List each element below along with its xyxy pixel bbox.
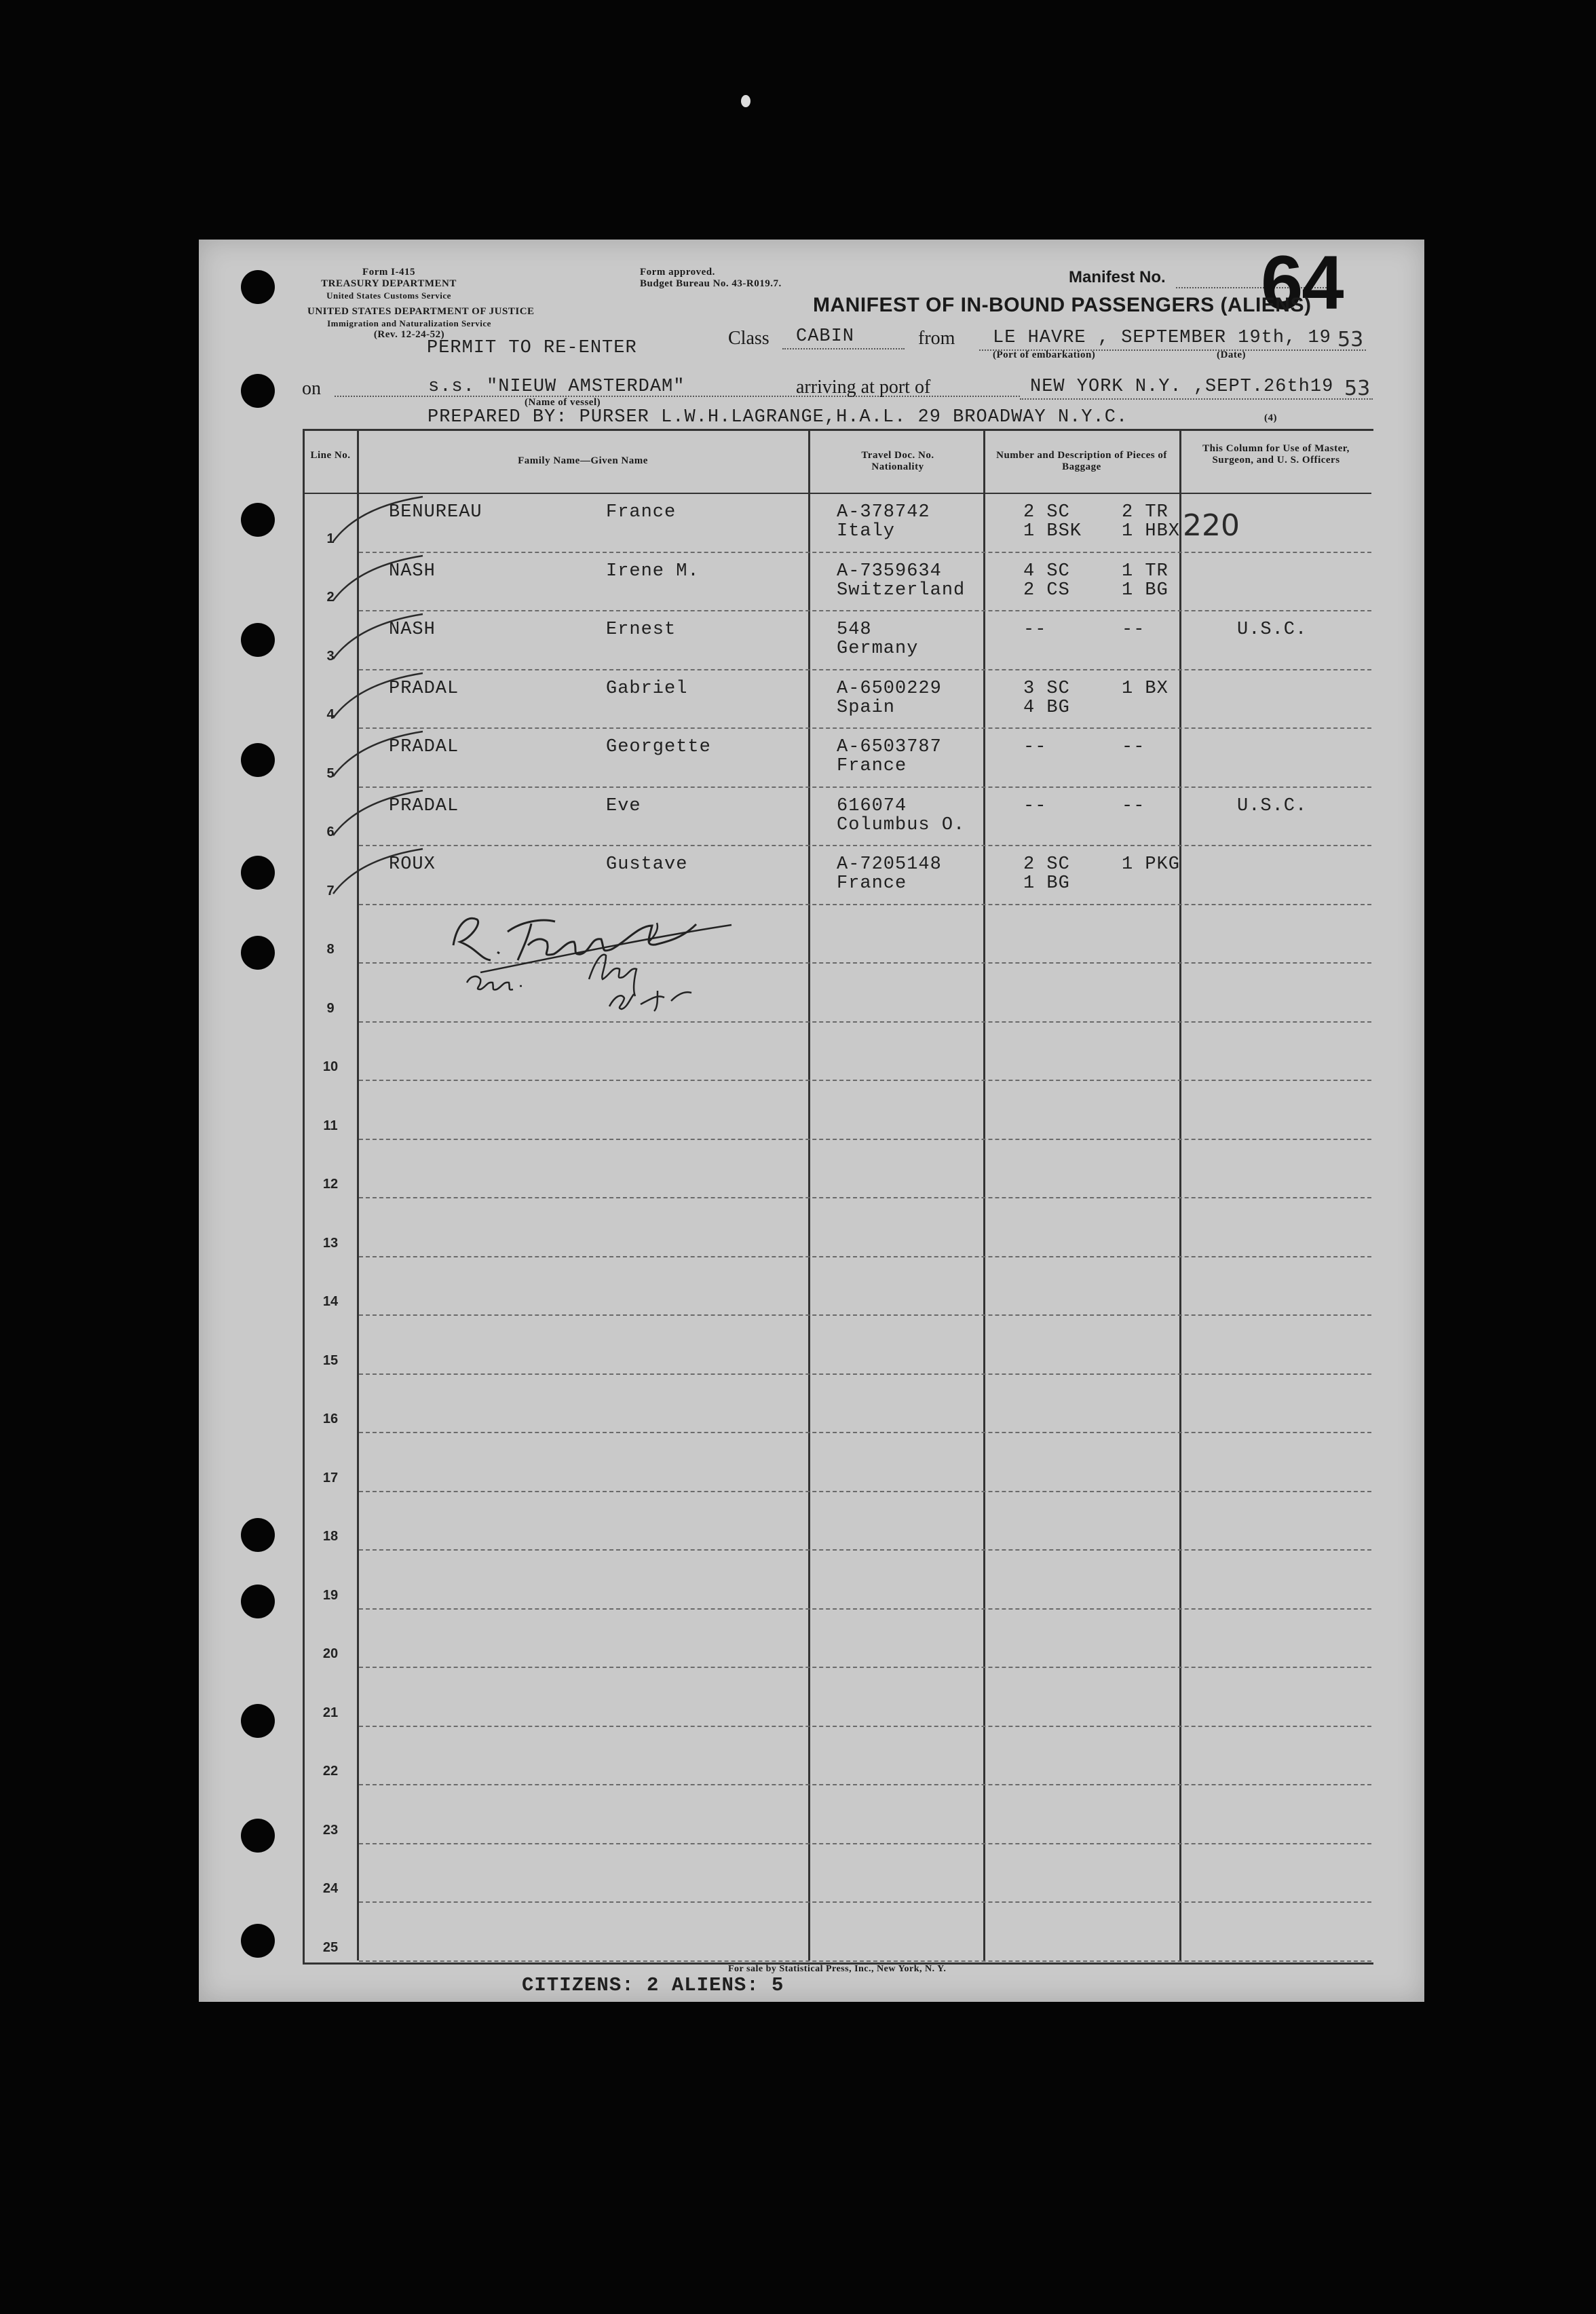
ins-name: Immigration and Naturalization Service	[327, 318, 491, 328]
row-rule	[359, 1667, 1371, 1668]
baggage-2: 1 BG	[1023, 873, 1070, 894]
vessel-caption: (Name of vessel)	[525, 397, 601, 408]
travel-doc-no: 616074	[837, 795, 907, 816]
col-name: Family Name—Given Name	[518, 455, 648, 466]
row-rule	[359, 1373, 1371, 1375]
from-value: LE HAVRE , SEPTEMBER 19th, 19	[993, 328, 1331, 348]
check-mark-icon	[328, 670, 430, 725]
nationality: Switzerland	[837, 580, 966, 601]
class-line	[782, 348, 905, 349]
footnote-mark: (4)	[1264, 413, 1277, 423]
inspector-signature	[440, 884, 752, 1013]
baggage-1: --	[1023, 737, 1047, 757]
revision-date: (Rev. 12-24-52)	[373, 329, 445, 340]
baggage-2: 2 CS	[1023, 580, 1070, 601]
baggage-3: 1 PKG	[1122, 854, 1181, 875]
baggage-1: --	[1023, 620, 1047, 640]
row-rule	[359, 1491, 1371, 1492]
col-travel-doc: Travel Doc. No. Nationality	[861, 450, 934, 472]
line-number: 24	[322, 1881, 339, 1896]
nationality: Italy	[837, 521, 896, 542]
baggage-1: 3 SC	[1023, 678, 1070, 699]
baggage-2: 1 BSK	[1023, 521, 1082, 542]
col-divider	[1179, 429, 1181, 1960]
binder-hole	[241, 1518, 275, 1552]
travel-doc-no: A-7205148	[837, 854, 942, 875]
col-line-no: Line No.	[310, 450, 351, 461]
line-number: 16	[322, 1411, 339, 1426]
line-number: 25	[322, 1939, 339, 1955]
given-name: Gabriel	[606, 678, 688, 699]
permit-text: PERMIT TO RE-ENTER	[427, 338, 637, 358]
baggage-1: 2 SC	[1023, 502, 1070, 523]
line-number: 17	[322, 1470, 339, 1485]
line-number: 14	[322, 1294, 339, 1309]
nationality: Columbus O.	[837, 814, 966, 835]
arriving-label: arriving at port of	[796, 377, 931, 398]
nationality: Spain	[837, 697, 896, 718]
on-label: on	[302, 378, 321, 399]
manifest-title: MANIFEST OF IN-BOUND PASSENGERS (ALIENS)	[813, 294, 1312, 316]
line-number: 1	[326, 531, 335, 546]
col-divider	[983, 429, 985, 1960]
line-number: 3	[326, 648, 335, 664]
row-rule	[359, 552, 1371, 553]
baggage-3: --	[1122, 737, 1145, 757]
row-rule	[359, 1608, 1371, 1610]
line-number: 9	[326, 1000, 335, 1016]
class-label: Class	[728, 328, 770, 349]
given-name: Georgette	[606, 737, 711, 757]
binder-hole	[241, 503, 275, 537]
form-number: Form I-415	[362, 267, 415, 278]
travel-doc-no: A-7359634	[837, 561, 942, 582]
line-number: 7	[326, 883, 335, 898]
row-rule	[359, 1021, 1371, 1023]
row-rule	[359, 786, 1371, 788]
binder-hole	[241, 374, 275, 408]
row-rule	[359, 1549, 1371, 1551]
for-sale-note: For sale by Statistical Press, Inc., New York, N. Y.	[728, 1964, 947, 1974]
arriving-year: 53	[1344, 377, 1371, 400]
approval-block	[640, 267, 782, 290]
check-mark-icon	[328, 494, 430, 548]
baggage-3: 1 TR	[1122, 561, 1168, 582]
line-number: 23	[322, 1822, 339, 1838]
row-rule	[359, 1139, 1371, 1140]
line-number: 4	[326, 707, 335, 722]
line-number: 11	[323, 1118, 338, 1133]
baggage-4: 1 HBX	[1122, 521, 1181, 542]
from-year: 53	[1337, 328, 1364, 352]
given-name: Ernest	[606, 620, 677, 640]
family-name: NASH	[389, 620, 436, 640]
line-number: 8	[326, 942, 335, 957]
family-name: BENUREAU	[389, 502, 482, 523]
binder-hole	[241, 1585, 275, 1618]
given-name: Irene M.	[606, 561, 700, 582]
row-rule	[359, 1080, 1371, 1081]
family-name: PRADAL	[389, 678, 459, 699]
travel-doc-no: A-6500229	[837, 678, 942, 699]
line-number: 6	[326, 824, 335, 839]
binder-hole	[241, 856, 275, 890]
travel-doc-no: A-378742	[837, 502, 930, 523]
line-number: 2	[326, 590, 335, 605]
row-rule	[359, 1843, 1371, 1844]
line-number: 13	[322, 1235, 339, 1251]
line-number: 21	[322, 1705, 339, 1720]
binder-hole	[241, 743, 275, 777]
doj-block	[307, 306, 535, 341]
col-baggage: Number and Description of Pieces of Baggage	[996, 450, 1167, 472]
travel-doc-no: A-6503787	[837, 737, 942, 757]
line-number: 12	[322, 1177, 339, 1192]
row-rule	[359, 1432, 1371, 1433]
line-number: 10	[322, 1059, 339, 1074]
family-name: NASH	[389, 561, 436, 582]
treasury-dept: TREASURY DEPARTMENT	[321, 278, 457, 289]
line-number: 20	[322, 1646, 339, 1661]
baggage-1: --	[1023, 795, 1047, 816]
row-rule	[359, 1784, 1371, 1785]
baggage-1: 2 SC	[1023, 854, 1070, 875]
vessel-name: s.s. "NIEUW AMSTERDAM"	[428, 377, 685, 397]
nationality: France	[837, 756, 907, 776]
form-number-block	[301, 267, 477, 301]
given-name: France	[606, 502, 677, 523]
port-caption: (Port of embarkation)	[993, 349, 1096, 360]
given-name: Eve	[606, 795, 641, 816]
official-use-note: U.S.C.	[1237, 795, 1308, 816]
line-number: 19	[322, 1587, 339, 1603]
customs-service: United States Customs Service	[326, 290, 451, 301]
binder-hole	[241, 936, 275, 970]
manifest-number: 64	[1261, 240, 1343, 325]
baggage-3: --	[1122, 795, 1145, 816]
row-rule	[359, 1314, 1371, 1316]
row-rule	[359, 610, 1371, 611]
nationality: Germany	[837, 639, 919, 659]
binder-hole	[241, 1819, 275, 1853]
row-rule	[359, 845, 1371, 846]
prepared-by: PREPARED BY: PURSER L.W.H.LAGRANGE,H.A.L. 29 BROADWAY N.Y.C.	[428, 407, 1128, 428]
row-rule	[359, 1901, 1371, 1903]
col-official-use: This Column for Use of Master, Surgeon, and U. S. Officers	[1202, 443, 1350, 466]
col-divider	[808, 429, 810, 1960]
arriving-value: NEW YORK N.Y. ,SEPT.26th19	[1030, 377, 1334, 397]
baggage-3: 1 BX	[1122, 678, 1168, 699]
travel-doc-no: 548	[837, 620, 872, 640]
given-name: Gustave	[606, 854, 688, 875]
row-rule	[359, 1256, 1371, 1257]
film-speck	[741, 95, 750, 107]
handwritten-220: 220	[1183, 508, 1240, 543]
row-rule	[359, 1960, 1371, 1962]
line-number: 5	[326, 765, 335, 781]
budget-bureau-no: Budget Bureau No. 43-R019.7.	[640, 278, 782, 289]
check-mark-icon	[328, 553, 430, 607]
nationality: France	[837, 873, 907, 894]
doj-name: UNITED STATES DEPARTMENT OF JUSTICE	[307, 306, 535, 317]
baggage-3: 2 TR	[1122, 502, 1168, 523]
line-number: 18	[322, 1529, 339, 1544]
check-mark-icon	[328, 846, 430, 900]
baggage-4: 1 BG	[1122, 580, 1168, 601]
check-mark-icon	[328, 729, 430, 783]
row-rule	[359, 727, 1371, 729]
date-caption: (Date)	[1217, 349, 1246, 360]
check-mark-icon	[328, 611, 430, 666]
line-number: 22	[322, 1764, 339, 1779]
binder-hole	[241, 1924, 275, 1958]
family-name: PRADAL	[389, 795, 459, 816]
manifest-no-label: Manifest No.	[1069, 268, 1166, 286]
header-rule	[303, 493, 1371, 494]
check-mark-icon	[328, 788, 430, 842]
row-rule	[359, 1197, 1371, 1198]
form-approved: Form approved.	[640, 267, 715, 278]
totals: CITIZENS: 2 ALIENS: 5	[522, 1974, 784, 1996]
family-name: ROUX	[389, 854, 436, 875]
arriving-line	[1020, 398, 1373, 400]
binder-hole	[241, 623, 275, 657]
baggage-1: 4 SC	[1023, 561, 1070, 582]
family-name: PRADAL	[389, 737, 459, 757]
binder-hole	[241, 1704, 275, 1738]
baggage-2: 4 BG	[1023, 697, 1070, 718]
binder-hole	[241, 270, 275, 304]
official-use-note: U.S.C.	[1237, 620, 1308, 640]
baggage-3: --	[1122, 620, 1145, 640]
class-value: CABIN	[796, 326, 855, 347]
row-rule	[359, 669, 1371, 670]
from-label: from	[918, 328, 955, 349]
row-rule	[359, 1726, 1371, 1727]
line-number: 15	[322, 1352, 339, 1368]
manifest-page	[199, 240, 1424, 2002]
